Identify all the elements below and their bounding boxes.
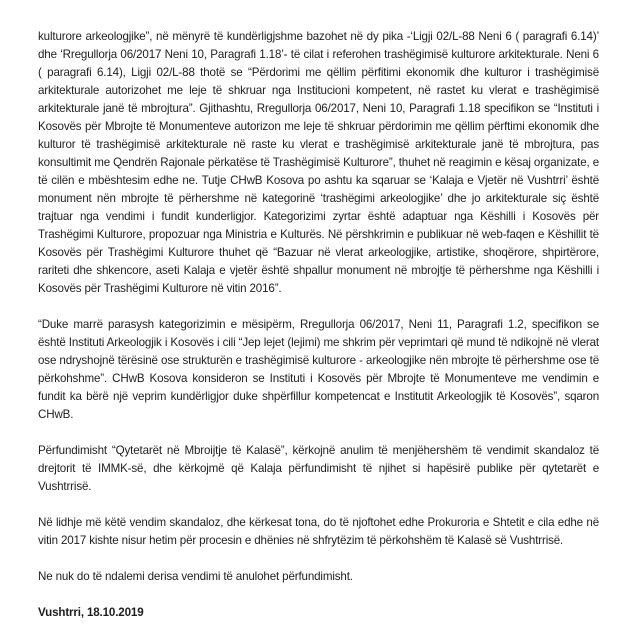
paragraph-closing-statement: Ne nuk do të ndalemi derisa vendimi të anulohet përfundimisht. xyxy=(38,570,353,583)
signature-place-date: Vushtrri, 18.10.2019 xyxy=(38,606,144,619)
document-body xyxy=(38,28,599,622)
paragraph-legal-basis: kulturore arkeologjike”, në mënyrë të kundërligjshme bazohet në dy pika -‘Ligji 02/L-88 Neni 6 ( paragrafi 6.14)’ dhe ‘Rregullorja 06/2017 Neni 10, Paragrafi 1.18’- të cilat i referohen trashëgimisë kulturore arkitekturale. Neni 6 ( paragrafi 6.14), Ligji 02/L-88 thotë se “Përdorimi me qëllim përfitimi ekonomik dhe kulturor i trashëgimisë arkitekturale autorizohet me leje të shkruar nga Institucioni kompetent, në rastet ku vlerat e trashëgimisë arkitekturale janë të mbrojtura”. Gjithashtu, Rregullorja 06/2017, Neni 10, Paragrafi 1.18 specifikon se “Instituti i Kosovës për Mbrojte të Monumenteve autorizon me leje të shkruar përdorimin me qëllim përftimi ekonomik dhe kulturor të trashëgimisë arkitekturale në raste ku vlerat e trashëgimisë arkitekturale janë të mbrojtura, pas konsultimit me Qendrën Rajonale përkatëse të Trashëgimisë Kulturore”, thuhet në reagimin e kësaj organizate, e të cilën e mbështesim edhe ne. Tutje CHwB Kosova po ashtu ka sqaruar se ‘Kalaja e Vjetër në Vushtrri’ është monument nën mbrojte të përhershme në kategorinë ‘trashëgimi arkeologjike’ dhe jo arkitekturale siç është trajtuar nga vendimi i fundit kunderligjor. Kategorizimi zyrtar është adaptuar nga Këshilli i Kosovës për Trashëgimi Kulturore, propozuar nga Ministria e Kulturës. Në përshkrimin e publikuar në web-faqen e Këshillit të Kosovës për Trashëgimi Kulturore thuhet që “Bazuar në vlerat arkeologjike, artistike, shoqërore, shpirtërore, rariteti dhe shkencore, aseti Kalaja e vjetër është shpallur monument në mbrojtje të përhershme nga Këshilli i Kosovës për Trashëgimi Kulturore në vitin 2016”. xyxy=(38,30,599,295)
paragraph-prosecution-notice: Në lidhje më këtë vendim skandaloz, dhe kërkesat tona, do të njoftohet edhe Prokuroria e Shtetit e cila edhe në vitin 2017 kishte nisur hetim për procesin e dhënies në shfrytëzim të përkohshëm të Kalasë së Vushtrrisë. xyxy=(38,516,599,547)
paragraph-conclusion-demands: Përfundimisht “Qytetarët në Mbroijtje të Kalasë”, kërkojnë anulim të menjëhershëm të vendimit skandaloz të drejtorit të IMMK-së, dhe kërkojmë që Kalaja përfundimisht të njihet si hapësirë publike për qytetarët e Vushtrrisë. xyxy=(38,444,599,493)
paragraph-chwb-quote: “Duke marrë parasysh kategorizimin e mësipërm, Rregullorja 06/2017, Neni 11, Paragrafi 1.2, specifikon se është Instituti Arkeologjik i Kosovës i cili “Jep lejet (lejimi) me shkrim për veprimtari që mund të ndikojnë në vlerat ose ndryshojnë tërësinë ose strukturën e trashëgimisë kulturore - arkeologjike nën mbrojte të përhershme ose të përkohshme”. CHwB Kosova konsideron se Instituti i Kosovës për Mbrojte të Monumenteve me vendimin e fundit ka bërë një veprim kundërligjor duke shpërfillur kompetencat e Institutit Arkeologjik të Kosovës”, sqaron CHwB. xyxy=(38,318,599,421)
